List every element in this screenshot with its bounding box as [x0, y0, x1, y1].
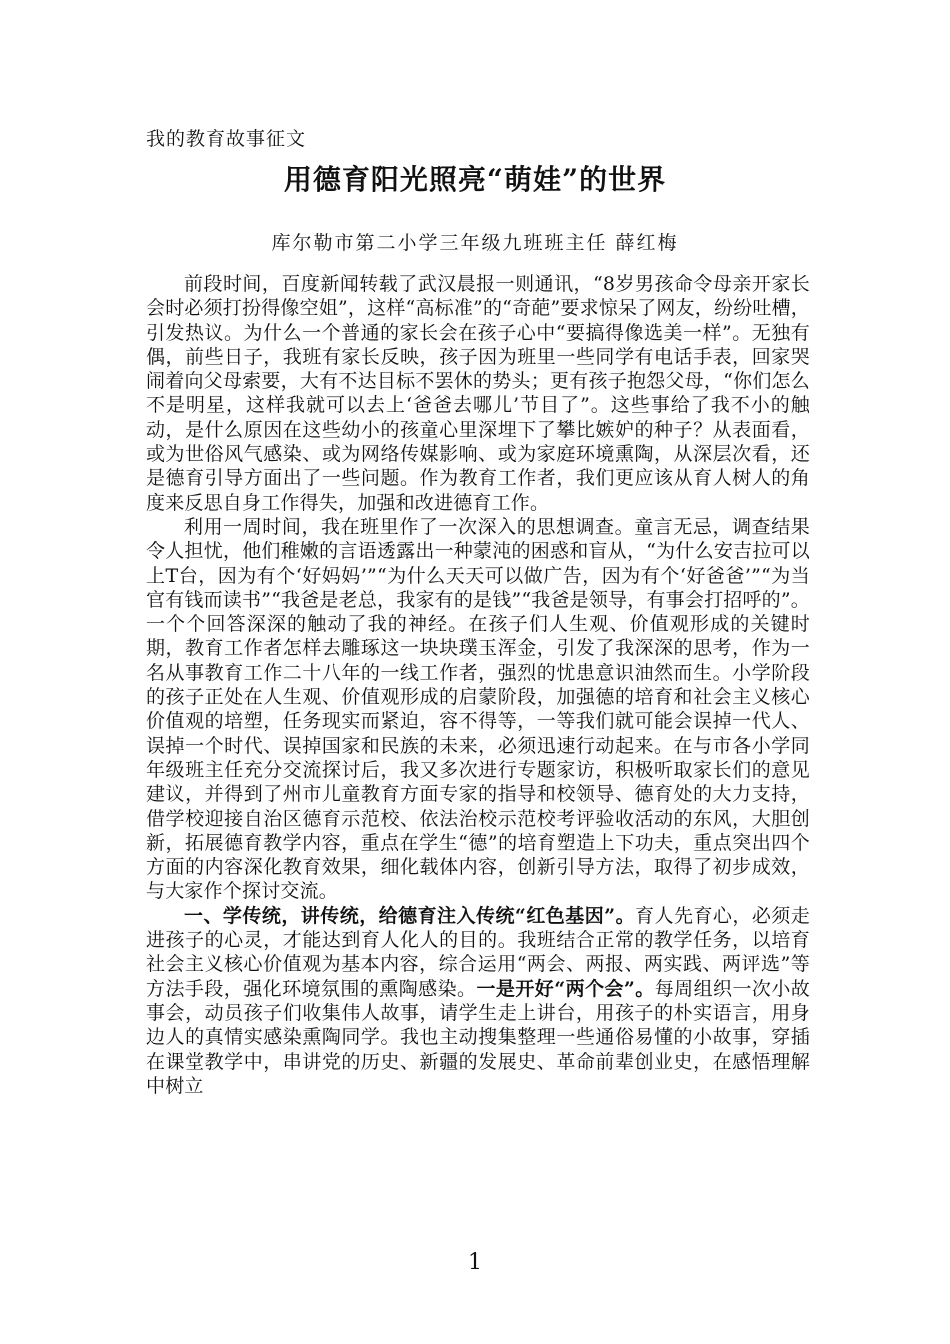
section-text-1b: 每周组织一次小故事会，动员孩子们收集伟人故事，请学生走上讲台，用孩子的朴实语言，用身边人的真情实感染熏陶同学。我也主动搜集整理一些通俗易懂的小故事，穿插在课堂教学中，串讲党的历史、新疆的发展史、革命前辈创业史，在感悟理解中树立 [146, 977, 810, 1097]
section-text-1a: 育人先育心，必须走进孩子的心灵，才能达到育人化人的目的。我班结合正常的教学任务，以培育社会主义核心价值观为基本内容，综合运用“两会、两报、两实践、两评选”等方法手段，强化环境氛围的熏陶感染。 [146, 904, 810, 1000]
paragraph-section-1 [146, 904, 810, 1098]
document-title: 用德育阳光照亮“萌娃”的世界 [283, 163, 667, 196]
page-number: 1 [468, 1250, 482, 1275]
section-subheading-1: 一是开好“两个会”。 [476, 977, 655, 1000]
paragraph-2: 利用一周时间，我在班里作了一次深入的思想调查。童言无忌，调查结果令人担忧，他们稚嫩的言语透露出一种蒙沌的困惑和盲从，“为什么安吉拉可以上T台，因为有个‘好妈妈’”“为什么天天可以做广告，因为有个‘好爸爸’”“为当官有钱而读书”“我爸是老总，我家有的是钱”“我爸是领导，有事会打招呼的”。一个个回答深深的触动了我的神经。在孩子们人生观、价值观形成的关键时期，教育工作者怎样去雕琢这一块块璞玉浑金，引发了我深深的思考，作为一名从事教育工作二十八年的一线工作者，强烈的忧患意识油然而生。小学阶段的孩子正处在人生观、价值观形成的启蒙阶段，加强德的培育和社会主义核心价值观的培塑，任务现实而紧迫，容不得等，一等我们就可能会误掉一代人、误掉一个时代、误掉国家和民族的未来，必须迅速行动起来。在与市各小学同年级班主任充分交流探讨后，我又多次进行专题家访，积极听取家长们的意见建议，并得到了州市儿童教育方面专家的指导和校领导、德育处的大力支持，借学校迎接自治区德育示范校、依法治校示范校考评验收活动的东风，大胆创新，拓展德育教学内容，重点在学生“德”的培育塑造上下功夫，重点突出四个方面的内容深化教育效果，细化载体内容，创新引导方法，取得了初步成效，与大家作个探讨交流。 [146, 515, 810, 903]
article-body [146, 272, 810, 1098]
section-heading-1: 一、学传统，讲传统，给德育注入传统“红色基因”。 [184, 904, 636, 927]
document-eyebrow: 我的教育故事征文 [146, 128, 307, 150]
paragraph-1: 前段时间，百度新闻转载了武汉晨报一则通讯，“8岁男孩命令母亲开家长会时必须打扮得像空姐”，这样“高标准”的“奇葩”要求惊呆了网友，纷纷吐槽，引发热议。为什么一个普通的家长会在孩子心中“要搞得像选美一样”。无独有偶，前些日子，我班有家长反映，孩子因为班里一些同学有电话手表，回家哭闹着向父母索要，大有不达目标不罢休的势头；更有孩子抱怨父母，“你们怎么不是明星，这样我就可以去上‘爸爸去哪儿’节目了”。这些事给了我不小的触动，是什么原因在这些幼小的孩童心里深埋下了攀比嫉妒的种子？从表面看，或为世俗风气感染、或为网络传媒影响、或为家庭环境熏陶，从深层次看，还是德育引导方面出了一些问题。作为教育工作者，我们更应该从育人树人的角度来反思自身工作得失，加强和改进德育工作。 [146, 273, 810, 514]
author-byline: 库尔勒市第二小学三年级九班班主任 薛红梅 [271, 232, 679, 254]
